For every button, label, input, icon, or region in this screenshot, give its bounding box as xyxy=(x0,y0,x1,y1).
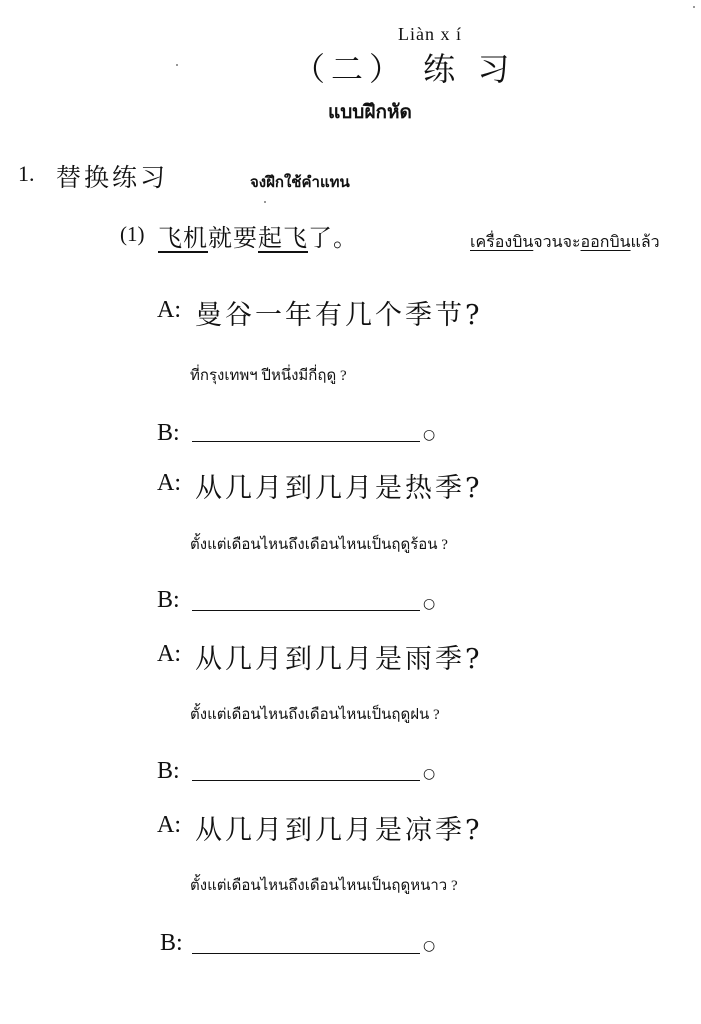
answer-end-mark: ○ xyxy=(423,427,436,443)
example-sentence xyxy=(158,218,358,253)
speaker-b-label: B: xyxy=(157,420,180,446)
scan-speck xyxy=(176,64,178,66)
question-thai: ตั้งแต่เดือนไหนถึงเดือนไหนเป็นฤดูฝน ? xyxy=(190,707,440,723)
speaker-a-label: A: xyxy=(157,812,181,838)
scan-speck xyxy=(264,201,266,203)
example-word-4: 了。 xyxy=(308,224,358,252)
question-thai: ตั้งแต่เดือนไหนถึงเดือนไหนเป็นฤดูหนาว ? xyxy=(190,878,458,894)
question-thai: ที่กรุงเทพฯ ปีหนึ่งมีกี่ฤดู ? xyxy=(190,368,347,384)
page-title: （二） 练 习 xyxy=(293,50,516,88)
answer-blank-line[interactable] xyxy=(192,953,420,954)
title-pinyin: Liàn x í xyxy=(398,24,462,44)
answer-blank-line[interactable] xyxy=(192,780,420,781)
scan-speck xyxy=(693,6,695,8)
example-number: (1) xyxy=(120,222,145,246)
speaker-a-label: A: xyxy=(157,297,181,323)
speaker-b-label: B: xyxy=(157,758,180,784)
answer-blank-line[interactable] xyxy=(192,610,420,611)
question-chinese: 从几月到几月是雨季? xyxy=(195,644,483,675)
exercise-instruction-thai: จงฝึกใช้คำแทน xyxy=(250,175,350,191)
example-underlined-word-1: 飞机 xyxy=(158,224,208,252)
answer-blank-line[interactable] xyxy=(192,441,420,442)
speaker-a-label: A: xyxy=(157,470,181,496)
answer-end-mark: ○ xyxy=(423,938,436,954)
question-chinese: 从几月到几月是凉季? xyxy=(195,815,483,846)
exercise-title: 替换练习 xyxy=(56,163,169,192)
answer-end-mark: ○ xyxy=(423,766,436,782)
question-chinese: 曼谷一年有几个季节? xyxy=(195,300,483,331)
page-subtitle-thai: แบบฝึกหัด xyxy=(328,102,412,123)
speaker-b-label: B: xyxy=(160,930,183,956)
question-chinese: 从几月到几月是热季? xyxy=(195,473,483,504)
translation-underlined-word-3: ออกบิน xyxy=(580,234,631,251)
answer-end-mark: ○ xyxy=(423,596,436,612)
speaker-a-label: A: xyxy=(157,641,181,667)
example-translation-thai xyxy=(470,230,660,255)
translation-word-2: จวนจะ xyxy=(533,234,581,251)
translation-underlined-word-1: เครื่องบิน xyxy=(470,234,534,251)
question-thai: ตั้งแต่เดือนไหนถึงเดือนไหนเป็นฤดูร้อน ? xyxy=(190,537,448,553)
example-underlined-word-3: 起飞 xyxy=(258,224,308,252)
example-word-2: 就要 xyxy=(208,224,258,252)
speaker-b-label: B: xyxy=(157,587,180,613)
translation-word-4: แล้ว xyxy=(630,234,660,251)
exercise-number: 1. xyxy=(18,161,35,186)
